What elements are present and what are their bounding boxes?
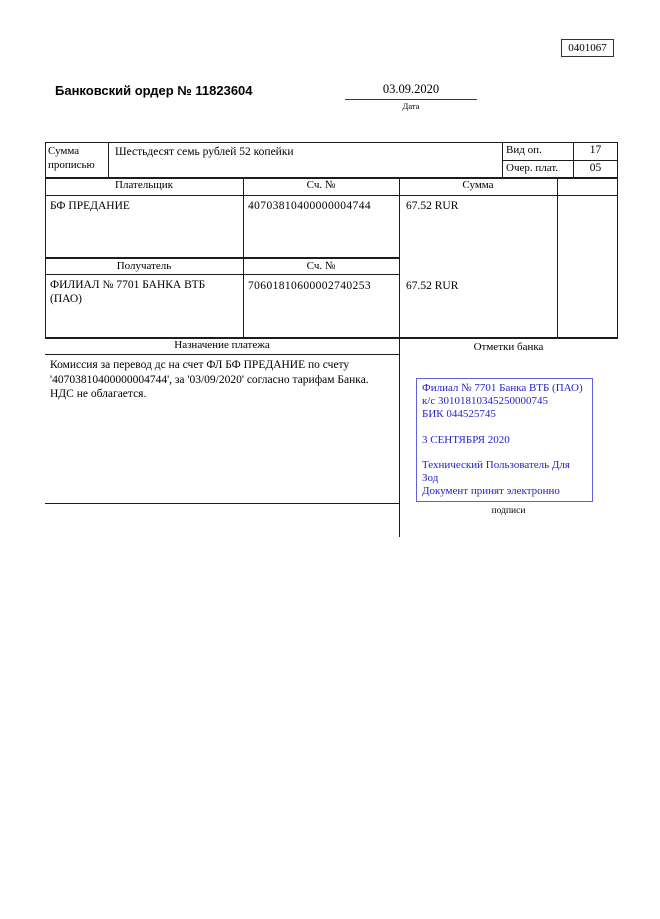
stamp-line (422, 421, 587, 434)
bank-marks-header: Отметки банка (473, 341, 544, 353)
payer-name: БФ ПРЕДАНИЕ (50, 200, 130, 212)
grid-line (557, 177, 558, 337)
receiver-column-header: Получатель (116, 260, 172, 272)
stamp-line: 3 СЕНТЯБРЯ 2020 (422, 433, 510, 446)
grid-line (45, 503, 399, 504)
grid-line (45, 142, 618, 143)
grid-line (45, 195, 618, 196)
grid-line (502, 160, 618, 161)
grid-line (45, 274, 399, 275)
payer-account: 40703810400000004744 (248, 200, 371, 212)
grid-line (502, 142, 503, 177)
stamp-line: Технический Пользователь Для Зод (422, 459, 570, 485)
stamp-line: БИК 044525745 (422, 407, 496, 420)
grid-line (108, 142, 109, 177)
payment-priority-label: Очер. плат. (506, 162, 559, 174)
receiver-amount: 67.52 RUR (406, 280, 459, 292)
op-type-value: 17 (589, 144, 602, 156)
bank-stamp (416, 378, 593, 502)
stamp-line: к/с 30101810345250000745 (422, 394, 549, 407)
grid-line (45, 257, 399, 259)
payment-priority-value: 05 (589, 162, 602, 174)
document-title: Банковский ордер № 11823604 (55, 83, 253, 98)
date-value: 03.09.2020 (345, 82, 477, 100)
sum-words-value: Шестьдесят семь рублей 52 копейки (115, 146, 294, 158)
account-column-header: Сч. № (306, 179, 336, 191)
op-type-label: Вид оп. (506, 144, 542, 156)
sum-words-label: Сумма прописью (48, 145, 95, 171)
purpose-header: Назначение платежа (174, 339, 270, 351)
grid-line (45, 354, 399, 355)
receiver-name: ФИЛИАЛ № 7701 БАНКА ВТБ (ПАО) (50, 279, 206, 305)
date-label: Дата (402, 101, 420, 111)
purpose-text: Комиссия за перевод дс на счет ФЛ БФ ПРЕДАНИЕ по счету '40703810400000004744', за '03/09/2020' согласно тарифам Банка. НДС не облагается. (50, 359, 369, 401)
receiver-account: 70601810600002740253 (248, 280, 371, 292)
order-table (45, 142, 618, 538)
signatures-label: подписи (491, 506, 526, 516)
stamp-line (422, 447, 587, 460)
grid-line (399, 177, 400, 537)
sum-column-header: Сумма (462, 179, 494, 191)
stamp-line: Филиал № 7701 Банка ВТБ (ПАО) (422, 382, 583, 394)
grid-line (243, 177, 244, 337)
payer-amount: 67.52 RUR (406, 200, 459, 212)
account-column-header: Сч. № (306, 260, 336, 272)
grid-line (45, 142, 46, 338)
payer-column-header: Плательщик (115, 179, 173, 191)
stamp-line: Документ принят электронно (422, 485, 560, 498)
form-code-badge: 0401067 (561, 39, 614, 57)
